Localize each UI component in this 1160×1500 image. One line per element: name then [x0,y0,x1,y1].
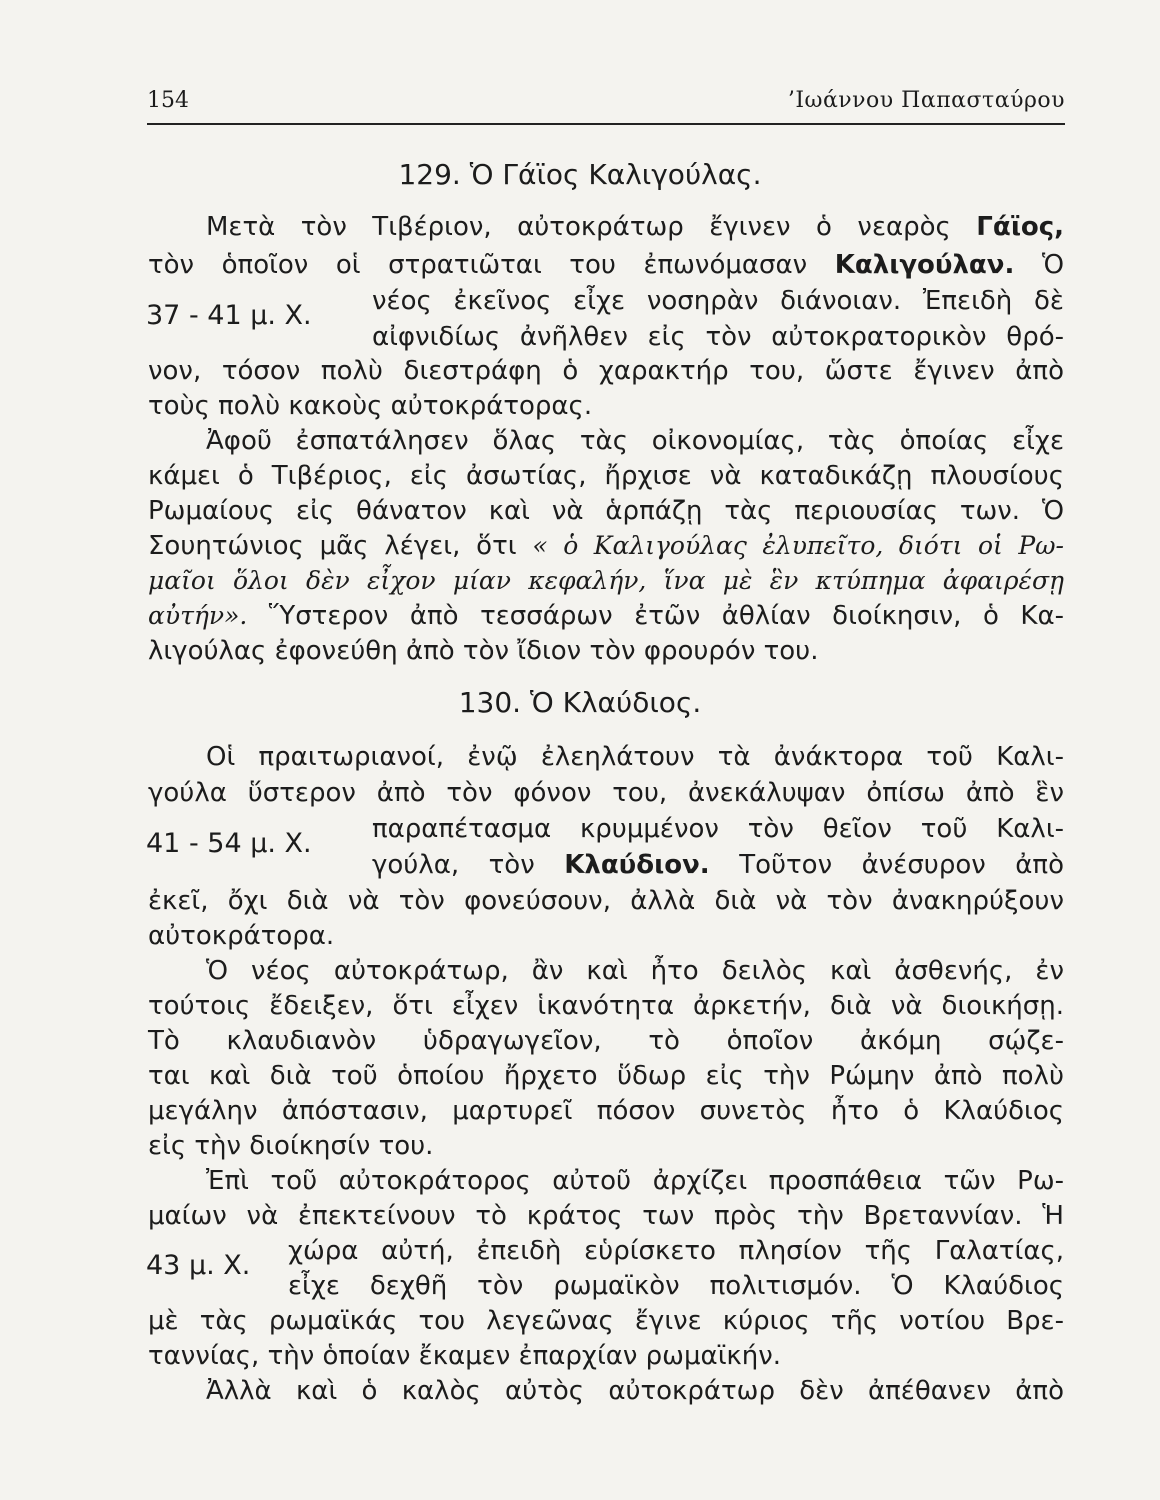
paragraph-line: αἰφνιδίως ἀνῆλθεν εἰς τὸν αὐτοκρατορικὸν θρό- [372,322,1064,352]
paragraph-line: λιγούλας ἐφονεύθη ἀπὸ τὸν ἴδιον τὸν φρουρόν του. [148,636,819,666]
paragraph-line: χώρα αὐτή, ἐπειδὴ εὑρίσκετο πλησίον τῆς Γαλατίας, [288,1236,1064,1266]
section-title-129: 129. Ὁ Γάϊος Καλιγούλας. [398,158,762,191]
section-title-130: 130. Ὁ Κλαύδιος. [458,686,702,719]
paragraph-line: Μετὰ τὸν Τιβέριον, αὐτοκράτωρ ἔγινεν ὁ νεαρὸς Γάϊος, [206,212,1064,242]
paragraph-line: εἶχε δεχθῆ τὸν ρωμαϊκὸν πολιτισμόν. Ὁ Κλαύδιος [288,1271,1064,1301]
paragraph-line: ταννίας, τὴν ὁποίαν ἔκαμεν ἐπαρχίαν ρωμαϊκήν. [148,1341,782,1371]
header-rule [147,123,1065,125]
paragraph-line: Σουητώνιος μᾶς λέγει, ὅτι « ὁ Καλιγούλας ἐλυπεῖτο, διότι οἱ Ρω- [148,531,1064,561]
margin-date-note: 37 - 41 μ. Χ. [146,300,312,331]
paragraph-line: τούτοις ἔδειξεν, ὅτι εἶχεν ἱκανότητα ἀρκετήν, διὰ νὰ διοικήσῃ. [148,991,1064,1021]
margin-date-note: 43 μ. Χ. [146,1250,251,1281]
quote-line: μαῖοι ὅλοι δὲν εἶχον μίαν κεφαλήν, ἵνα μὲ ἓν κτύπημα ἀφαιρέσῃ [148,566,1064,595]
paragraph-line: νον, τόσον πολὺ διεστράφη ὁ χαρακτήρ του, ὥστε ἔγινεν ἀπὸ [148,356,1064,386]
paragraph-line: Ἐπὶ τοῦ αὐτοκράτορος αὐτοῦ ἀρχίζει προσπάθεια τῶν Ρω- [206,1166,1064,1196]
paragraph-line: Ὁ νέος αὐτοκράτωρ, ἂν καὶ ἦτο δειλὸς καὶ ἀσθενής, ἐν [206,956,1064,986]
paragraph-line: τοὺς πολὺ κακοὺς αὐτοκράτορας. [148,391,593,421]
paragraph-line: ται καὶ διὰ τοῦ ὁποίου ἤρχετο ὕδωρ εἰς τὴν Ρώμην ἀπὸ πολὺ [148,1061,1064,1091]
paragraph-line: Ἀφοῦ ἐσπατάλησεν ὅλας τὰς οἰκονομίας, τὰς ὁποίας εἶχε [206,426,1064,456]
paragraph-line: Τὸ κλαυδιανὸν ὑδραγωγεῖον, τὸ ὁποῖον ἀκόμη σῴζε- [148,1026,1064,1056]
paragraph-line: ἐκεῖ, ὄχι διὰ νὰ τὸν φονεύσουν, ἀλλὰ διὰ νὰ τὸν ἀνακηρύξουν [148,886,1064,916]
running-head: ’Ιωάννου Παπασταύρου [787,88,1065,113]
paragraph-line: τὸν ὁποῖον οἱ στρατιῶται του ἐπωνόμασαν Καλιγούλαν. Ὁ [148,250,1064,280]
paragraph-line: αὐτοκράτορα. [148,921,335,951]
paragraph-line: αὐτήν». Ὕστερον ἀπὸ τεσσάρων ἐτῶν ἀθλίαν διοίκησιν, ὁ Κα- [148,601,1064,631]
paragraph-line: Ἀλλὰ καὶ ὁ καλὸς αὐτὸς αὐτοκράτωρ δὲν ἀπέθανεν ἀπὸ [206,1376,1064,1406]
paragraph-line: εἰς τὴν διοίκησίν του. [148,1131,434,1161]
paragraph-line: παραπέτασμα κρυμμένον τὸν θεῖον τοῦ Καλι- [372,814,1064,844]
paragraph-line: μεγάλην ἀπόστασιν, μαρτυρεῖ πόσον συνετὸς ἦτο ὁ Κλαύδιος [148,1096,1064,1126]
paragraph-line: γούλα, τὸν Κλαύδιον. Τοῦτον ἀνέσυρον ἀπὸ [372,850,1064,880]
page-number: 154 [147,88,189,113]
page-header [147,88,1065,122]
paragraph-line: Οἱ πραιτωριανοί, ἐνῷ ἐλεηλάτουν τὰ ἀνάκτορα τοῦ Καλι- [206,742,1064,772]
paragraph-line: Ρωμαίους εἰς θάνατον καὶ νὰ ἁρπάζῃ τὰς περιουσίας των. Ὁ [148,496,1064,526]
paragraph-line: μαίων νὰ ἐπεκτείνουν τὸ κράτος των πρὸς τὴν Βρεταννίαν. Ἡ [148,1201,1064,1231]
paragraph-line: μὲ τὰς ρωμαϊκάς του λεγεῶνας ἔγινε κύριος τῆς νοτίου Βρε- [148,1306,1064,1336]
paragraph-line: κάμει ὁ Τιβέριος, εἰς ἀσωτίας, ἤρχισε νὰ καταδικάζῃ πλουσίους [148,461,1064,491]
paragraph-line: γούλα ὕστερον ἀπὸ τὸν φόνον του, ἀνεκάλυψαν ὀπίσω ἀπὸ ἓν [148,778,1064,808]
margin-date-note: 41 - 54 μ. Χ. [146,828,312,859]
paragraph-line: νέος ἐκεῖνος εἶχε νοσηρὰν διάνοιαν. Ἐπειδὴ δὲ [372,286,1064,316]
